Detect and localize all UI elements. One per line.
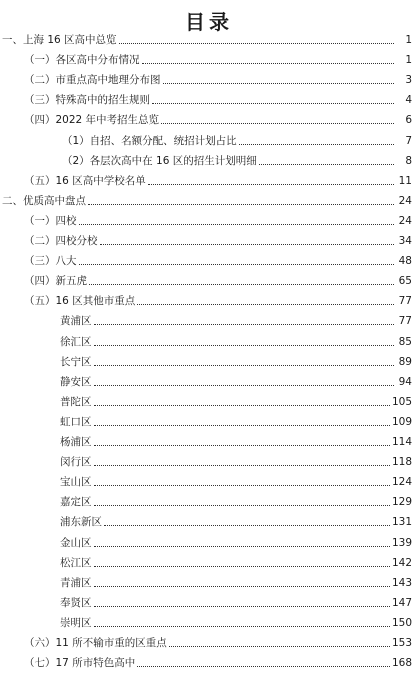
toc-entry-label: 宝山区 xyxy=(60,476,92,489)
toc-entry[interactable] xyxy=(0,191,418,211)
toc-entry-page-number: 129 xyxy=(391,496,412,509)
toc-entry-label: 崇明区 xyxy=(60,616,92,629)
toc-entry-page-number: 143 xyxy=(391,576,412,589)
dot-leader xyxy=(161,122,394,124)
dot-leader xyxy=(148,183,394,185)
dot-leader xyxy=(94,625,390,627)
toc-entry-label: 长宁区 xyxy=(60,355,92,368)
toc-entry[interactable] xyxy=(0,171,418,191)
toc-entry-label: （五）16 区其他市重点 xyxy=(24,295,136,308)
toc-entry-label: （1）自招、名额分配、统招计划占比 xyxy=(62,134,237,147)
toc-entry-label: （二）四校分校 xyxy=(24,235,98,247)
dot-leader xyxy=(94,384,395,386)
dot-leader xyxy=(259,163,394,165)
toc-entry[interactable] xyxy=(0,131,418,151)
toc-entry-label: （一）各区高中分布情况 xyxy=(24,54,140,67)
toc-entry[interactable] xyxy=(0,70,418,90)
toc-entry[interactable] xyxy=(0,231,418,251)
toc-entry-page-number: 147 xyxy=(391,596,412,609)
toc-entry-page-number: 3 xyxy=(405,74,412,87)
toc-entry[interactable] xyxy=(0,553,418,573)
dot-leader xyxy=(94,444,390,446)
toc-entry-page-number: 139 xyxy=(391,536,412,549)
toc-entry[interactable] xyxy=(0,332,418,352)
toc-entry-page-number: 124 xyxy=(391,476,412,489)
toc-entry-page-number: 24 xyxy=(398,194,412,207)
dot-leader xyxy=(119,42,394,44)
toc-entry-page-number: 89 xyxy=(398,355,412,368)
page-title: 目录 xyxy=(185,10,233,34)
toc-entry-label: （2）各层次高中在 16 区的招生计划明细 xyxy=(62,154,257,167)
dot-leader xyxy=(94,545,390,547)
toc-entry-label: （四）新五虎 xyxy=(24,275,87,288)
toc-entry[interactable] xyxy=(0,110,418,130)
toc-entry-page-number: 24 xyxy=(398,214,412,227)
toc-entry-page-number: 150 xyxy=(391,616,412,629)
toc-entry[interactable] xyxy=(0,573,418,593)
dot-leader xyxy=(94,605,390,607)
toc-entry[interactable] xyxy=(0,452,418,472)
toc-entry-label: （三）八大 xyxy=(24,255,77,268)
toc-entry-page-number: 118 xyxy=(391,456,412,469)
toc-entry-page-number: 1 xyxy=(405,34,412,46)
toc-entry[interactable] xyxy=(0,372,418,392)
toc-entry[interactable] xyxy=(0,352,418,372)
toc-entry[interactable] xyxy=(0,472,418,492)
toc-entry-page-number: 4 xyxy=(405,94,412,107)
dot-leader xyxy=(94,424,390,426)
toc-entry-page-number: 85 xyxy=(398,335,412,348)
toc-entry-label: 闵行区 xyxy=(60,456,92,469)
toc-entry[interactable] xyxy=(0,311,418,331)
dot-leader xyxy=(94,344,395,346)
dot-leader xyxy=(100,243,395,245)
toc-entry[interactable] xyxy=(0,653,418,673)
toc-entry-page-number: 1 xyxy=(405,54,412,67)
dot-leader xyxy=(137,665,390,667)
dot-leader xyxy=(89,283,394,285)
toc-entry-page-number: 48 xyxy=(398,255,412,268)
dot-leader xyxy=(239,143,394,145)
toc-entry-label: 静安区 xyxy=(60,375,92,388)
dot-leader xyxy=(163,82,395,84)
toc-entry-page-number: 168 xyxy=(391,657,412,670)
toc-entry-label: （五）16 区高中学校名单 xyxy=(24,174,146,187)
toc-entry[interactable] xyxy=(0,412,418,432)
toc-entry-label: 二、优质高中盘点 xyxy=(2,194,86,207)
toc-entry-page-number: 109 xyxy=(391,415,412,428)
dot-leader xyxy=(152,102,394,104)
toc-entry-label: （七）17 所市特色高中 xyxy=(24,657,136,670)
dot-leader xyxy=(94,565,390,567)
toc-entry-label: （二）市重点高中地理分布图 xyxy=(24,74,161,87)
toc-entry[interactable] xyxy=(0,613,418,633)
toc-entry-page-number: 94 xyxy=(398,375,412,388)
toc-entry-page-number: 11 xyxy=(398,174,412,187)
toc-entry-label: 杨浦区 xyxy=(60,436,92,448)
dot-leader xyxy=(79,223,395,225)
toc-entry-label: 徐汇区 xyxy=(60,335,92,348)
toc-entry-label: 浦东新区 xyxy=(60,516,102,529)
toc-entry-label: （四）2022 年中考招生总览 xyxy=(24,114,160,127)
toc-entry-label: 金山区 xyxy=(60,536,92,549)
toc-entry-label: （一）四校 xyxy=(24,214,77,227)
toc-entry[interactable] xyxy=(0,533,418,553)
dot-leader xyxy=(94,364,395,366)
toc-entry[interactable] xyxy=(0,30,418,50)
toc-entry-page-number: 6 xyxy=(405,114,412,127)
dot-leader xyxy=(94,323,395,325)
toc-entry-label: （三）特殊高中的招生规则 xyxy=(24,94,150,107)
toc-entry-label: 普陀区 xyxy=(60,395,92,408)
toc-entry[interactable] xyxy=(0,50,418,70)
dot-leader xyxy=(137,303,394,305)
toc-entry-page-number: 7 xyxy=(405,134,412,147)
toc-entry-label: 黄浦区 xyxy=(60,315,92,328)
toc-entry-label: （六）11 所不输市重的区重点 xyxy=(24,637,167,649)
toc-entry-label: 嘉定区 xyxy=(60,496,92,509)
dot-leader xyxy=(94,585,390,587)
toc-entry[interactable] xyxy=(0,151,418,171)
toc-entry[interactable] xyxy=(0,593,418,613)
toc-entry[interactable] xyxy=(0,512,418,532)
toc-entry-label: 松江区 xyxy=(60,556,92,569)
toc-entry-page-number: 142 xyxy=(391,556,412,569)
toc-entry[interactable] xyxy=(0,392,418,412)
toc-entry-page-number: 105 xyxy=(391,395,412,408)
dot-leader xyxy=(79,263,395,265)
toc-entry[interactable] xyxy=(0,633,418,653)
toc-entry[interactable] xyxy=(0,90,418,110)
toc-entry-page-number: 8 xyxy=(405,154,412,167)
dot-leader xyxy=(142,62,395,64)
dot-leader xyxy=(88,203,394,205)
toc-entry[interactable] xyxy=(0,251,418,271)
toc-entry-page-number: 34 xyxy=(398,235,412,247)
toc-entry[interactable] xyxy=(0,211,418,231)
toc-entry-label: 一、上海 16 区高中总览 xyxy=(2,34,117,46)
toc-entry-label: 虹口区 xyxy=(60,415,92,428)
toc-entry-page-number: 77 xyxy=(398,315,412,328)
toc-entry-page-number: 131 xyxy=(391,516,412,529)
toc-entry-label: 奉贤区 xyxy=(60,596,92,609)
toc-entry-page-number: 114 xyxy=(391,436,412,448)
dot-leader xyxy=(94,464,390,466)
dot-leader xyxy=(94,404,390,406)
toc-entry-page-number: 65 xyxy=(398,275,412,288)
dot-leader xyxy=(104,524,390,526)
toc-entry[interactable] xyxy=(0,291,418,311)
toc-entry[interactable] xyxy=(0,492,418,512)
dot-leader xyxy=(94,484,390,486)
toc-entry[interactable] xyxy=(0,432,418,452)
toc-entry-label: 青浦区 xyxy=(60,576,92,589)
toc-entry[interactable] xyxy=(0,271,418,291)
dot-leader xyxy=(94,504,390,506)
toc-entry-page-number: 77 xyxy=(398,295,412,308)
toc-entry-page-number: 153 xyxy=(391,637,412,649)
dot-leader xyxy=(169,645,390,647)
